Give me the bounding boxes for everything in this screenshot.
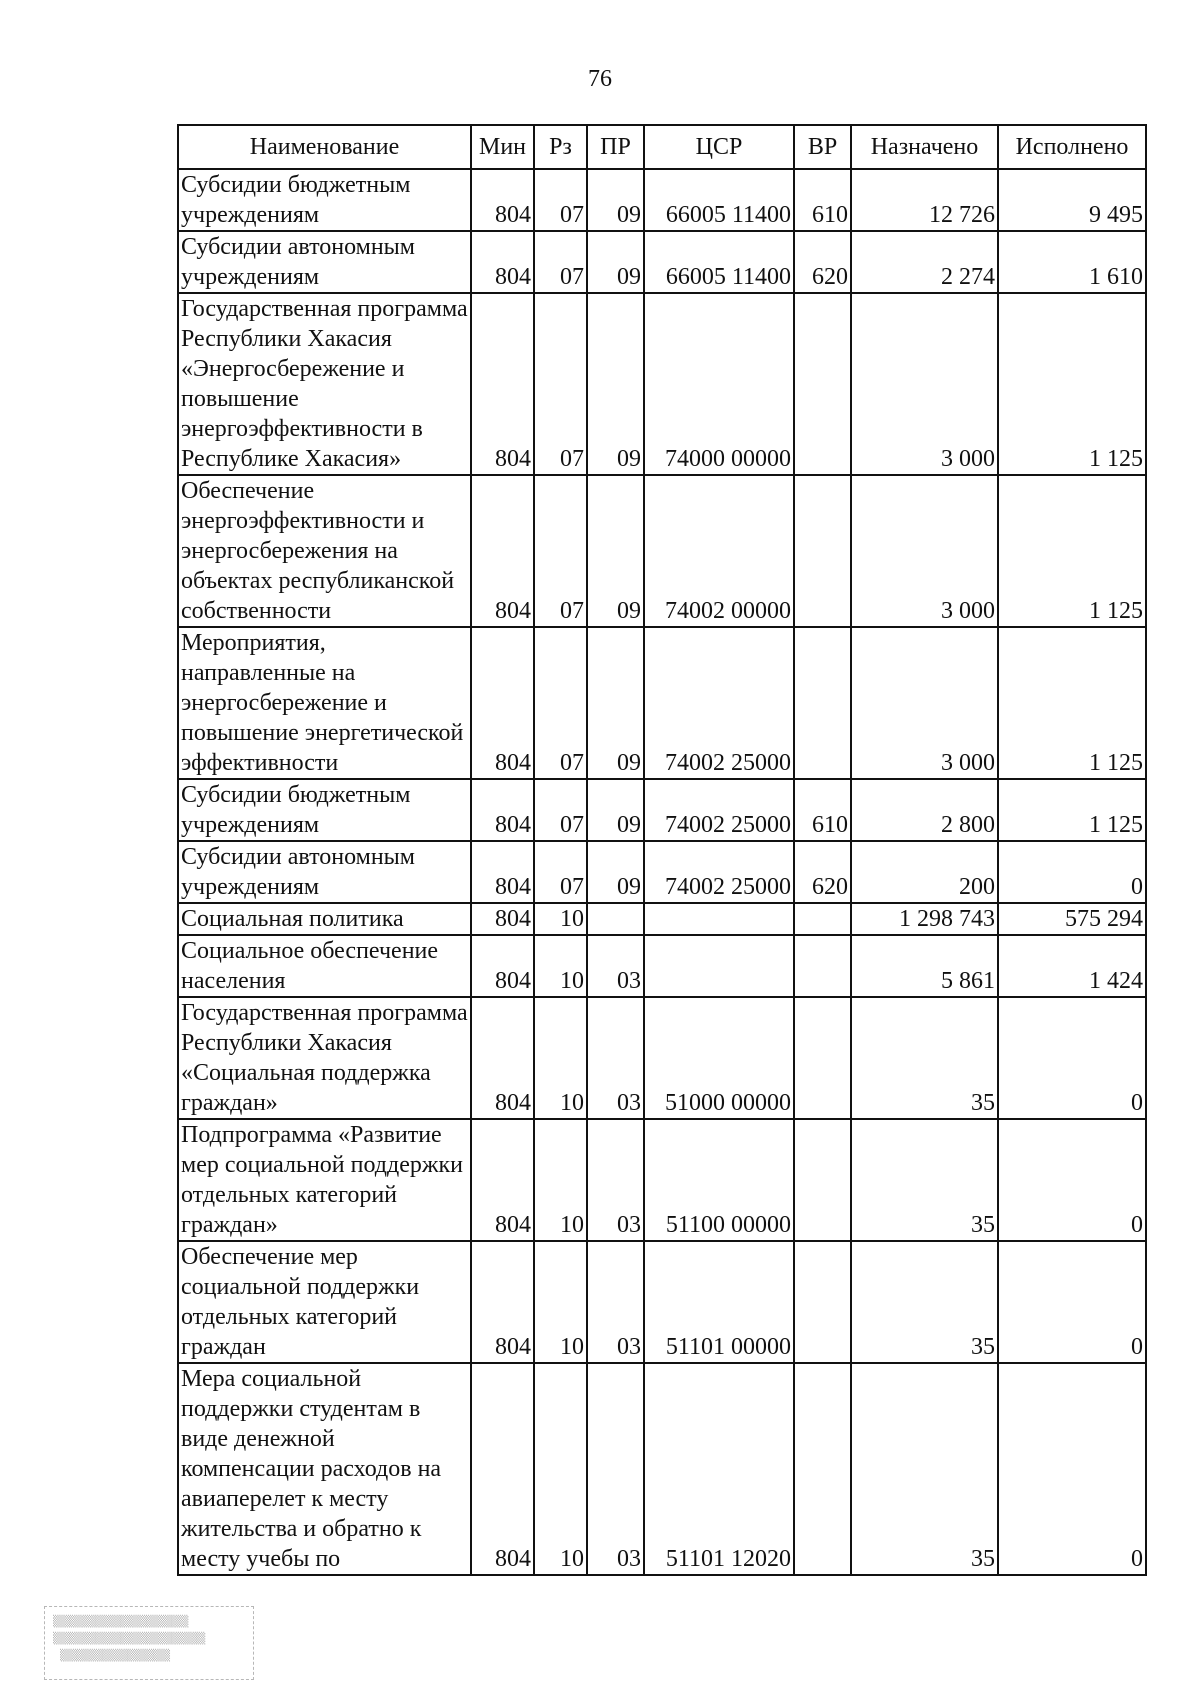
table-row [178, 627, 1146, 779]
cell-executed: 1 125 [998, 779, 1146, 841]
cell-min: 804 [471, 231, 534, 293]
cell-csr [644, 935, 794, 997]
cell-pr: 03 [587, 1119, 644, 1241]
cell-executed: 0 [998, 997, 1146, 1119]
cell-vr [794, 903, 851, 935]
table-row [178, 293, 1146, 475]
cell-executed: 1 610 [998, 231, 1146, 293]
header-name: Наименование [178, 125, 471, 169]
cell-rz: 10 [534, 1241, 587, 1363]
cell-pr: 03 [587, 997, 644, 1119]
cell-executed: 0 [998, 841, 1146, 903]
table-row [178, 997, 1146, 1119]
cell-executed: 1 125 [998, 627, 1146, 779]
cell-csr: 74002 00000 [644, 475, 794, 627]
cell-vr: 610 [794, 169, 851, 231]
cell-csr: 51100 00000 [644, 1119, 794, 1241]
cell-assigned: 35 [851, 1119, 998, 1241]
cell-min: 804 [471, 293, 534, 475]
cell-vr [794, 997, 851, 1119]
table-row [178, 169, 1146, 231]
table-row [178, 1241, 1146, 1363]
budget-table [177, 124, 1147, 1576]
page-number: 76 [588, 66, 612, 92]
cell-pr: 03 [587, 1241, 644, 1363]
cell-executed: 1 125 [998, 293, 1146, 475]
cell-rz: 10 [534, 935, 587, 997]
table-row [178, 475, 1146, 627]
cell-csr [644, 903, 794, 935]
cell-rz: 10 [534, 1119, 587, 1241]
cell-rz: 10 [534, 997, 587, 1119]
header-assigned: Назначено [851, 125, 998, 169]
cell-name: Государственная программа Республики Хакасия «Социальная поддержка граждан» [178, 997, 471, 1119]
cell-pr: 09 [587, 169, 644, 231]
cell-name: Субсидии бюджетным учреждениям [178, 779, 471, 841]
cell-assigned: 2 274 [851, 231, 998, 293]
cell-rz: 07 [534, 169, 587, 231]
cell-name: Государственная программа Республики Хакасия «Энергосбережение и повышение энергоэффективности в Республике Хакасия» [178, 293, 471, 475]
cell-assigned: 3 000 [851, 475, 998, 627]
cell-min: 804 [471, 1119, 534, 1241]
cell-vr [794, 627, 851, 779]
cell-rz: 10 [534, 903, 587, 935]
cell-min: 804 [471, 169, 534, 231]
cell-rz: 07 [534, 779, 587, 841]
cell-pr: 03 [587, 1363, 644, 1575]
cell-min: 804 [471, 779, 534, 841]
cell-executed: 1 424 [998, 935, 1146, 997]
header-csr: ЦСР [644, 125, 794, 169]
cell-min: 804 [471, 475, 534, 627]
cell-rz: 07 [534, 293, 587, 475]
cell-rz: 07 [534, 231, 587, 293]
table-header-row [178, 125, 1146, 169]
cell-name: Социальная политика [178, 903, 471, 935]
table-row [178, 1363, 1146, 1575]
cell-executed: 0 [998, 1241, 1146, 1363]
cell-rz: 07 [534, 627, 587, 779]
cell-rz: 07 [534, 841, 587, 903]
cell-csr: 66005 11400 [644, 231, 794, 293]
cell-min: 804 [471, 935, 534, 997]
cell-csr: 66005 11400 [644, 169, 794, 231]
cell-rz: 10 [534, 1363, 587, 1575]
cell-pr: 09 [587, 841, 644, 903]
cell-name: Мероприятия, направленные на энергосбережение и повышение энергетической эффективности [178, 627, 471, 779]
cell-csr: 74000 00000 [644, 293, 794, 475]
cell-assigned: 2 800 [851, 779, 998, 841]
cell-vr [794, 935, 851, 997]
table-row [178, 841, 1146, 903]
cell-vr [794, 475, 851, 627]
cell-min: 804 [471, 997, 534, 1119]
cell-csr: 74002 25000 [644, 627, 794, 779]
cell-name: Обеспечение энергоэффективности и энергосбережения на объектах республиканской собственности [178, 475, 471, 627]
table-row [178, 1119, 1146, 1241]
cell-pr: 09 [587, 231, 644, 293]
cell-name: Субсидии бюджетным учреждениям [178, 169, 471, 231]
cell-csr: 51101 12020 [644, 1363, 794, 1575]
cell-assigned: 12 726 [851, 169, 998, 231]
cell-assigned: 200 [851, 841, 998, 903]
cell-executed: 1 125 [998, 475, 1146, 627]
cell-csr: 51000 00000 [644, 997, 794, 1119]
table-row [178, 903, 1146, 935]
cell-csr: 74002 25000 [644, 841, 794, 903]
cell-min: 804 [471, 1241, 534, 1363]
header-executed: Исполнено [998, 125, 1146, 169]
cell-executed: 9 495 [998, 169, 1146, 231]
cell-name: Субсидии автономным учреждениям [178, 841, 471, 903]
cell-vr: 620 [794, 231, 851, 293]
table-row [178, 935, 1146, 997]
cell-assigned: 35 [851, 1363, 998, 1575]
cell-assigned: 35 [851, 1241, 998, 1363]
cell-assigned: 1 298 743 [851, 903, 998, 935]
cell-min: 804 [471, 1363, 534, 1575]
table-row [178, 779, 1146, 841]
cell-assigned: 3 000 [851, 293, 998, 475]
cell-vr [794, 1119, 851, 1241]
cell-vr [794, 293, 851, 475]
cell-assigned: 5 861 [851, 935, 998, 997]
cell-csr: 51101 00000 [644, 1241, 794, 1363]
cell-pr: 09 [587, 627, 644, 779]
header-pr: ПР [587, 125, 644, 169]
cell-min: 804 [471, 627, 534, 779]
cell-vr [794, 1241, 851, 1363]
cell-vr: 620 [794, 841, 851, 903]
cell-vr [794, 1363, 851, 1575]
cell-min: 804 [471, 841, 534, 903]
cell-pr: 09 [587, 293, 644, 475]
cell-name: Субсидии автономным учреждениям [178, 231, 471, 293]
cell-executed: 0 [998, 1119, 1146, 1241]
cell-min: 804 [471, 903, 534, 935]
cell-executed: 0 [998, 1363, 1146, 1575]
cell-pr [587, 903, 644, 935]
header-vr: ВР [794, 125, 851, 169]
cell-name: Обеспечение мер социальной поддержки отдельных категорий граждан [178, 1241, 471, 1363]
cell-name: Мера социальной поддержки студентам в виде денежной компенсации расходов на авиаперелет к месту жительства и обратно к месту учебы по [178, 1363, 471, 1575]
cell-assigned: 35 [851, 997, 998, 1119]
cell-executed: 575 294 [998, 903, 1146, 935]
cell-pr: 09 [587, 475, 644, 627]
header-rz: Рз [534, 125, 587, 169]
cell-pr: 09 [587, 779, 644, 841]
table-row [178, 231, 1146, 293]
cell-csr: 74002 25000 [644, 779, 794, 841]
cell-vr: 610 [794, 779, 851, 841]
header-min: Мин [471, 125, 534, 169]
cell-assigned: 3 000 [851, 627, 998, 779]
cell-rz: 07 [534, 475, 587, 627]
cell-name: Подпрограмма «Развитие мер социальной поддержки отдельных категорий граждан» [178, 1119, 471, 1241]
stamp-image: ▒▒▒▒▒▒▒▒▒▒▒▒▒▒▒▒ ▒▒▒▒▒▒▒▒▒▒▒▒▒▒▒▒▒▒ ▒▒▒▒▒▒▒▒▒▒▒▒▒ [44, 1606, 254, 1680]
cell-name: Социальное обеспечение населения [178, 935, 471, 997]
cell-pr: 03 [587, 935, 644, 997]
